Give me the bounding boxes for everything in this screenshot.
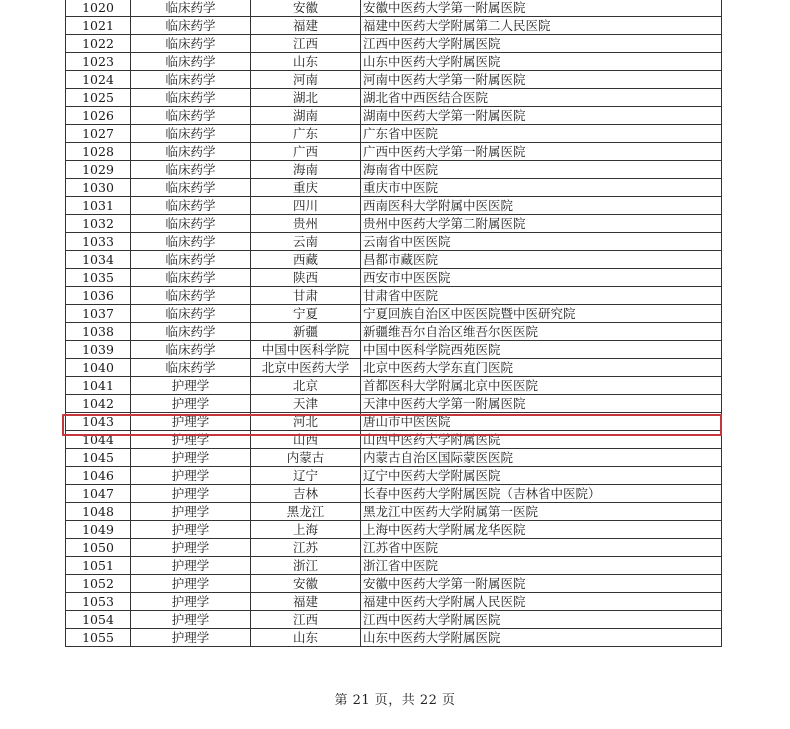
table-row (66, 287, 722, 305)
table-row (66, 395, 722, 413)
specialty-cell: 护理学 (131, 485, 251, 503)
table-row (66, 143, 722, 161)
region-cell: 江西 (251, 35, 361, 53)
table-row (66, 521, 722, 539)
specialty-cell: 临床药学 (131, 215, 251, 233)
row-id-cell: 1051 (66, 557, 131, 575)
row-id-cell: 1021 (66, 17, 131, 35)
region-cell: 山东 (251, 53, 361, 71)
table-row (66, 377, 722, 395)
specialty-cell: 临床药学 (131, 161, 251, 179)
table-row (66, 467, 722, 485)
row-id-cell: 1047 (66, 485, 131, 503)
row-id-cell: 1040 (66, 359, 131, 377)
row-id-cell: 1038 (66, 323, 131, 341)
table-row (66, 17, 722, 35)
region-cell: 吉林 (251, 485, 361, 503)
hospital-cell: 福建中医药大学附属第二人民医院 (361, 17, 722, 35)
region-cell: 黑龙江 (251, 503, 361, 521)
row-id-cell: 1044 (66, 431, 131, 449)
hospital-cell: 唐山市中医医院 (361, 413, 722, 431)
hospital-cell: 新疆维吾尔自治区维吾尔医医院 (361, 323, 722, 341)
hospital-cell: 河南中医药大学第一附属医院 (361, 71, 722, 89)
hospital-cell: 宁夏回族自治区中医医院暨中医研究院 (361, 305, 722, 323)
row-id-cell: 1033 (66, 233, 131, 251)
specialty-cell: 护理学 (131, 521, 251, 539)
table-row (66, 125, 722, 143)
hospital-cell: 湖南中医药大学第一附属医院 (361, 107, 722, 125)
row-id-cell: 1032 (66, 215, 131, 233)
hospital-cell: 浙江省中医院 (361, 557, 722, 575)
row-id-cell: 1036 (66, 287, 131, 305)
row-id-cell: 1030 (66, 179, 131, 197)
table-row (66, 71, 722, 89)
table-row (66, 215, 722, 233)
hospital-cell: 北京中医药大学东直门医院 (361, 359, 722, 377)
hospital-cell: 辽宁中医药大学附属医院 (361, 467, 722, 485)
hospital-cell: 安徽中医药大学第一附属医院 (361, 575, 722, 593)
table-row (66, 323, 722, 341)
table-row (66, 575, 722, 593)
row-id-cell: 1041 (66, 377, 131, 395)
hospital-cell: 福建中医药大学附属人民医院 (361, 593, 722, 611)
specialty-cell: 临床药学 (131, 125, 251, 143)
region-cell: 湖北 (251, 89, 361, 107)
table-row (66, 359, 722, 377)
specialty-cell: 临床药学 (131, 179, 251, 197)
hospital-cell: 山东中医药大学附属医院 (361, 629, 722, 647)
region-cell: 北京中医药大学 (251, 359, 361, 377)
hospital-cell: 西南医科大学附属中医医院 (361, 197, 722, 215)
row-id-cell: 1053 (66, 593, 131, 611)
region-cell: 河南 (251, 71, 361, 89)
specialty-cell: 护理学 (131, 503, 251, 521)
row-id-cell: 1046 (66, 467, 131, 485)
specialty-cell: 临床药学 (131, 233, 251, 251)
region-cell: 天津 (251, 395, 361, 413)
region-cell: 海南 (251, 161, 361, 179)
row-id-cell: 1050 (66, 539, 131, 557)
hospital-table (65, 0, 722, 647)
region-cell: 浙江 (251, 557, 361, 575)
table-row (66, 197, 722, 215)
region-cell: 云南 (251, 233, 361, 251)
specialty-cell: 临床药学 (131, 17, 251, 35)
region-cell: 福建 (251, 593, 361, 611)
region-cell: 贵州 (251, 215, 361, 233)
specialty-cell: 护理学 (131, 413, 251, 431)
hospital-cell: 重庆市中医院 (361, 179, 722, 197)
hospital-cell: 湖北省中西医结合医院 (361, 89, 722, 107)
region-cell: 陕西 (251, 269, 361, 287)
specialty-cell: 护理学 (131, 611, 251, 629)
region-cell: 江西 (251, 611, 361, 629)
region-cell: 内蒙古 (251, 449, 361, 467)
region-cell: 河北 (251, 413, 361, 431)
table-row (66, 179, 722, 197)
hospital-cell: 贵州中医药大学第二附属医院 (361, 215, 722, 233)
region-cell: 中国中医科学院 (251, 341, 361, 359)
row-id-cell: 1020 (66, 0, 131, 17)
specialty-cell: 临床药学 (131, 197, 251, 215)
specialty-cell: 护理学 (131, 431, 251, 449)
row-id-cell: 1037 (66, 305, 131, 323)
specialty-cell: 临床药学 (131, 89, 251, 107)
row-id-cell: 1027 (66, 125, 131, 143)
row-id-cell: 1025 (66, 89, 131, 107)
specialty-cell: 临床药学 (131, 269, 251, 287)
specialty-cell: 临床药学 (131, 323, 251, 341)
specialty-cell: 临床药学 (131, 287, 251, 305)
region-cell: 安徽 (251, 0, 361, 17)
specialty-cell: 临床药学 (131, 0, 251, 17)
region-cell: 辽宁 (251, 467, 361, 485)
table-row (66, 485, 722, 503)
table-row (66, 269, 722, 287)
hospital-cell: 天津中医药大学第一附属医院 (361, 395, 722, 413)
table-row (66, 161, 722, 179)
hospital-cell: 昌都市藏医院 (361, 251, 722, 269)
region-cell: 山西 (251, 431, 361, 449)
table-row (66, 0, 722, 17)
hospital-cell: 首都医科大学附属北京中医医院 (361, 377, 722, 395)
row-id-cell: 1054 (66, 611, 131, 629)
specialty-cell: 护理学 (131, 539, 251, 557)
row-id-cell: 1052 (66, 575, 131, 593)
row-id-cell: 1031 (66, 197, 131, 215)
region-cell: 安徽 (251, 575, 361, 593)
row-id-cell: 1039 (66, 341, 131, 359)
table-row (66, 611, 722, 629)
table-row (66, 305, 722, 323)
document-table-wrapper (65, 0, 719, 647)
hospital-cell: 黑龙江中医药大学附属第一医院 (361, 503, 722, 521)
table-row (66, 431, 722, 449)
row-id-cell: 1029 (66, 161, 131, 179)
region-cell: 江苏 (251, 539, 361, 557)
region-cell: 上海 (251, 521, 361, 539)
hospital-cell: 山东中医药大学附属医院 (361, 53, 722, 71)
hospital-cell: 内蒙古自治区国际蒙医医院 (361, 449, 722, 467)
row-id-cell: 1048 (66, 503, 131, 521)
page-footer: 第 21 页，共 22 页 (334, 693, 456, 708)
region-cell: 广东 (251, 125, 361, 143)
specialty-cell: 护理学 (131, 449, 251, 467)
specialty-cell: 临床药学 (131, 341, 251, 359)
specialty-cell: 护理学 (131, 593, 251, 611)
hospital-cell: 广西中医药大学第一附属医院 (361, 143, 722, 161)
hospital-cell: 海南省中医院 (361, 161, 722, 179)
region-cell: 湖南 (251, 107, 361, 125)
hospital-cell: 西安市中医医院 (361, 269, 722, 287)
table-row (66, 503, 722, 521)
specialty-cell: 临床药学 (131, 53, 251, 71)
table-row (66, 341, 722, 359)
hospital-cell: 江西中医药大学附属医院 (361, 611, 722, 629)
table-row (66, 449, 722, 467)
table-row (66, 413, 722, 431)
hospital-cell: 广东省中医院 (361, 125, 722, 143)
specialty-cell: 临床药学 (131, 251, 251, 269)
hospital-cell: 长春中医药大学附属医院（吉林省中医院） (361, 485, 722, 503)
region-cell: 西藏 (251, 251, 361, 269)
table-row (66, 53, 722, 71)
row-id-cell: 1023 (66, 53, 131, 71)
specialty-cell: 护理学 (131, 629, 251, 647)
hospital-cell: 安徽中医药大学第一附属医院 (361, 0, 722, 17)
table-row (66, 629, 722, 647)
region-cell: 重庆 (251, 179, 361, 197)
hospital-cell: 江苏省中医院 (361, 539, 722, 557)
table-row (66, 251, 722, 269)
specialty-cell: 护理学 (131, 377, 251, 395)
row-id-cell: 1034 (66, 251, 131, 269)
region-cell: 福建 (251, 17, 361, 35)
specialty-cell: 护理学 (131, 557, 251, 575)
table-row (66, 107, 722, 125)
specialty-cell: 临床药学 (131, 107, 251, 125)
row-id-cell: 1042 (66, 395, 131, 413)
hospital-cell: 云南省中医医院 (361, 233, 722, 251)
hospital-cell: 上海中医药大学附属龙华医院 (361, 521, 722, 539)
table-row (66, 233, 722, 251)
region-cell: 四川 (251, 197, 361, 215)
hospital-cell: 中国中医科学院西苑医院 (361, 341, 722, 359)
region-cell: 山东 (251, 629, 361, 647)
row-id-cell: 1035 (66, 269, 131, 287)
specialty-cell: 临床药学 (131, 71, 251, 89)
table-row (66, 557, 722, 575)
region-cell: 新疆 (251, 323, 361, 341)
row-id-cell: 1028 (66, 143, 131, 161)
specialty-cell: 临床药学 (131, 359, 251, 377)
region-cell: 甘肃 (251, 287, 361, 305)
table-row (66, 35, 722, 53)
row-id-cell: 1049 (66, 521, 131, 539)
region-cell: 宁夏 (251, 305, 361, 323)
row-id-cell: 1022 (66, 35, 131, 53)
hospital-cell: 山西中医药大学附属医院 (361, 431, 722, 449)
row-id-cell: 1026 (66, 107, 131, 125)
row-id-cell: 1055 (66, 629, 131, 647)
specialty-cell: 临床药学 (131, 305, 251, 323)
table-row (66, 89, 722, 107)
region-cell: 北京 (251, 377, 361, 395)
specialty-cell: 护理学 (131, 467, 251, 485)
table-row (66, 539, 722, 557)
hospital-cell: 江西中医药大学附属医院 (361, 35, 722, 53)
region-cell: 广西 (251, 143, 361, 161)
row-id-cell: 1024 (66, 71, 131, 89)
hospital-cell: 甘肃省中医院 (361, 287, 722, 305)
row-id-cell: 1045 (66, 449, 131, 467)
specialty-cell: 临床药学 (131, 143, 251, 161)
table-row (66, 593, 722, 611)
specialty-cell: 临床药学 (131, 35, 251, 53)
table-body (66, 0, 722, 647)
row-id-cell: 1043 (66, 413, 131, 431)
specialty-cell: 护理学 (131, 395, 251, 413)
specialty-cell: 护理学 (131, 575, 251, 593)
